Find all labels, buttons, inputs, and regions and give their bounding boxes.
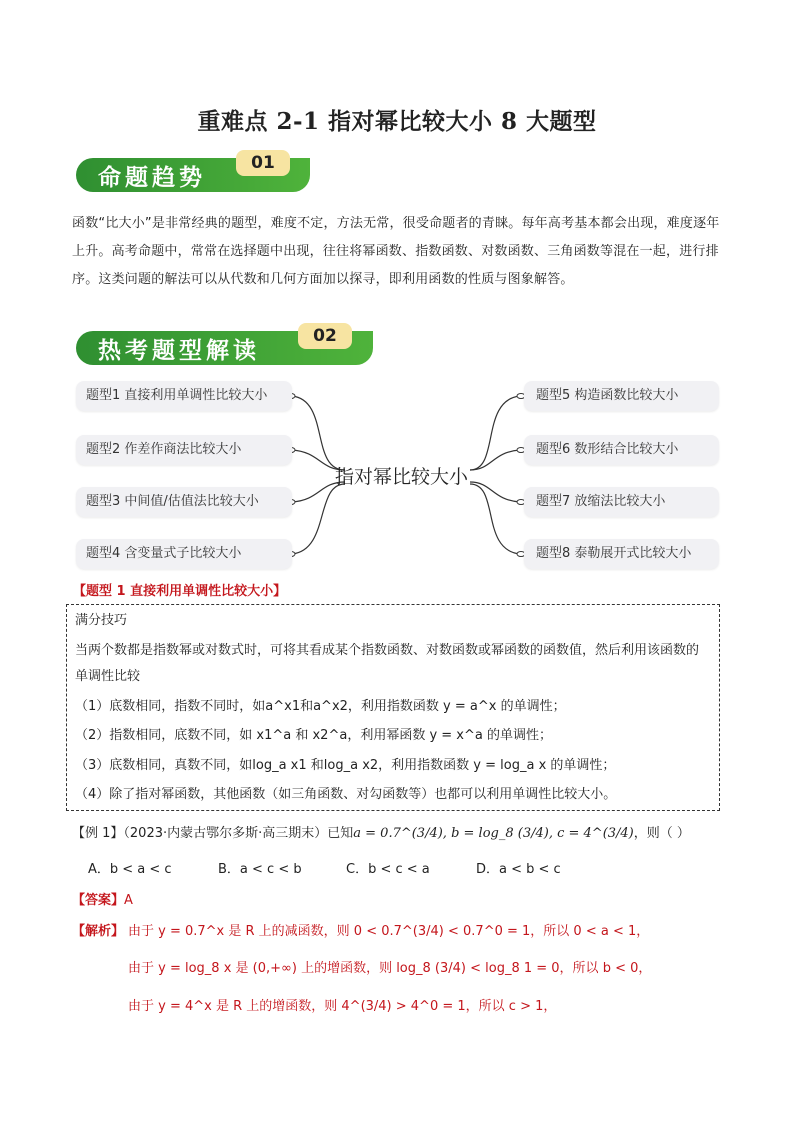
answer-label: 【答案】 <box>72 893 125 908</box>
answer-line <box>72 889 133 908</box>
tips-lead: 当两个数都是指数幂或对数式时，可将其看成某个指数函数、对数函数或幂函数的函数值，然后利用该函数的单调性比较 <box>75 643 700 684</box>
banner-label: 命题趋势 <box>98 164 206 191</box>
intro-paragraph: 函数“比大小”是非常经典的题型，难度不定，方法无常，很受命题者的青睐。每年高考基本都会出现，难度逐年上升。高考命题中，常常在选择题中出现，往往将幂函数、指数函数、对数函数、三角函数等混在一起，进行排序。这类问题的解法可以从代数和几何方面加以探寻，即利用函数的性质与图象解答。 <box>72 216 720 287</box>
connector-right-2 <box>470 450 520 470</box>
page-title: 重难点 2-1 指对幂比较大小 8 大题型 <box>197 108 597 135</box>
example-prefix: 【例 1】（2023·内蒙古鄂尔多斯·高三期末）已知 <box>72 826 354 841</box>
option-b: B．a < c < b <box>218 862 302 877</box>
option-a: A．b < a < c <box>88 862 172 877</box>
mindmap-node-right-7: 题型7 放缩法比较大小 <box>524 487 719 517</box>
mindmap-node-left-2: 题型2 作差作商法比较大小 <box>76 435 292 465</box>
connector-left-4 <box>292 484 345 554</box>
analysis-label: 【解析】 <box>72 924 125 939</box>
analysis-line-3: 由于 y = 4^x 是 R 上的增函数，则 4^(3/4) > 4^0 = 1，所以 c > 1， <box>128 999 557 1014</box>
example-question <box>72 822 732 841</box>
question-type-heading: 【题型 1 直接利用单调性比较大小】 <box>73 584 287 599</box>
banner-label: 热考题型解读 <box>98 337 260 364</box>
section-banner-trend <box>76 150 310 192</box>
analysis-line-1: 由于 y = 0.7^x 是 R 上的减函数，则 0 < 0.7^(3/4) < 0.7^0 = 1，所以 0 < a < 1， <box>128 924 650 939</box>
mindmap-center: 指对幂比较大小 <box>335 466 469 488</box>
example-suffix: ，则（ ） <box>633 826 690 841</box>
connector-right-3 <box>470 482 520 502</box>
connector-left-1 <box>292 396 345 470</box>
mindmap-node-left-4: 题型4 含变量式子比较大小 <box>76 539 292 569</box>
tips-box <box>66 604 720 811</box>
connector-right-4 <box>470 484 520 554</box>
mindmap-node-right-6: 题型6 数形结合比较大小 <box>524 435 719 465</box>
mindmap-node-right-5: 题型5 构造函数比较大小 <box>524 381 719 411</box>
analysis-label-wrap <box>72 920 124 939</box>
answer-value: A <box>124 893 133 908</box>
mindmap-node-left-3: 题型3 中间值/估值法比较大小 <box>76 487 292 517</box>
mindmap-node-left-1: 题型1 直接利用单调性比较大小 <box>76 381 292 411</box>
tips-item-4: （4）除了指对幂函数，其他函数（如三角函数、对勾函数等）也都可以利用单调性比较大小。 <box>75 787 617 802</box>
tips-item-2: （2）指数相同，底数不同，如 x1^a 和 x2^a，利用幂函数 y = x^a 的单调性； <box>75 728 552 743</box>
example-given: a = 0.7^(3/4), b = log_8 (3/4), c = 4^(3/4) <box>353 826 634 841</box>
analysis-line-2: 由于 y = log_8 x 是 (0,+∞) 上的增函数，则 log_8 (3/4) < log_8 1 = 0，所以 b < 0， <box>128 961 652 976</box>
option-c: C．b < c < a <box>346 862 430 877</box>
tips-item-3: （3）底数相同，真数不同，如log_a x1 和log_a x2，利用指数函数 y = log_a x 的单调性； <box>75 758 616 773</box>
section-banner-hot <box>76 323 373 365</box>
tips-item-1: （1）底数相同，指数不同时，如a^x1和a^x2，利用指数函数 y = a^x 的单调性； <box>75 699 566 714</box>
mindmap-node-right-8: 题型8 泰勒展开式比较大小 <box>524 539 719 569</box>
banner-number: 01 <box>236 150 290 176</box>
banner-number: 02 <box>298 323 352 349</box>
tips-heading: 满分技巧 <box>75 613 128 628</box>
option-d: D．a < b < c <box>476 862 561 877</box>
